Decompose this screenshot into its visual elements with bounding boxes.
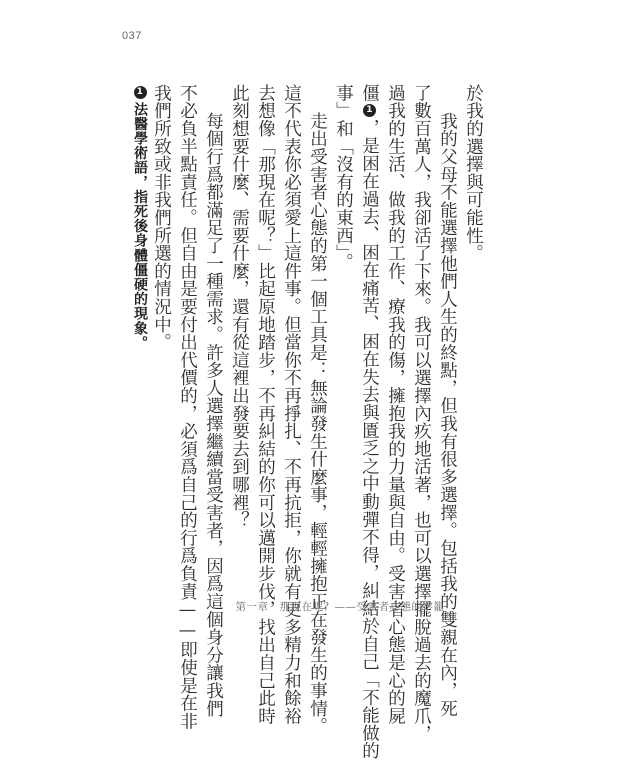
text-column-5 — [360, 84, 378, 760]
footnote — [130, 84, 150, 350]
text-column-9: 去想像「那現在呢？」比起原地踏步，不再糾結的你可以邁開步伐，找出自己此時 — [255, 84, 276, 725]
footnote-marker: 1 — [363, 104, 376, 117]
text-column-3: 了數百萬人，我卻活了下來。我可以選擇內疚地活著，也可以選擇擺脫過去的魔爪， — [411, 84, 432, 743]
text-column-7: 走出受害者心態的第一個工具是：無論發生什麼事，輕輕擁抱正在發生的事情。 — [307, 112, 328, 735]
text-column-5-prefix: 僵 — [359, 84, 380, 102]
text-column-12: 不必負半點責任。但自由是要付出代價的，必須爲自己的行爲負責——即使是在非 — [177, 84, 198, 730]
footnote-number: 1 — [134, 86, 147, 99]
text-column-5-body: ，是困在過去、困在痛苦、困在失去與匱乏之中動彈不得，糾結於自己「不能做的 — [359, 118, 380, 760]
text-column-6: 事」和「沒有的東西」。 — [333, 84, 354, 272]
text-column-1: 於我的選擇與可能性。 — [463, 84, 484, 262]
footnote-text: 法醫學術語，指死後身體僵硬的現象。 — [132, 102, 148, 351]
running-footer: 第一章 那現在呢？——受害者心態的牢籠 — [235, 601, 445, 613]
text-column-4: 過我的生活、做我的工作、療我的傷，擁抱我的力量與自由。受害者心態是心的屍 — [385, 84, 406, 725]
text-column-2: 我的父母不能選擇他們人生的終點，但我有很多選擇。包括我的雙親在內，死 — [437, 112, 458, 718]
text-column-10: 此刻想要什麼、需要什麼，還有從這裡出發要去到哪裡？ — [229, 84, 250, 529]
page-number: 037 — [122, 30, 142, 42]
text-column-13: 我們所致或非我們所選的情況中。 — [151, 84, 172, 351]
text-column-8: 這不代表你必須愛上這件事。但當你不再掙扎、不再抗拒，你就有更多精力和餘裕 — [281, 84, 302, 725]
text-column-11: 每個行爲都滿足了一種需求。許多人選擇繼續當受害者，因爲這個身分讓我們 — [203, 112, 224, 718]
